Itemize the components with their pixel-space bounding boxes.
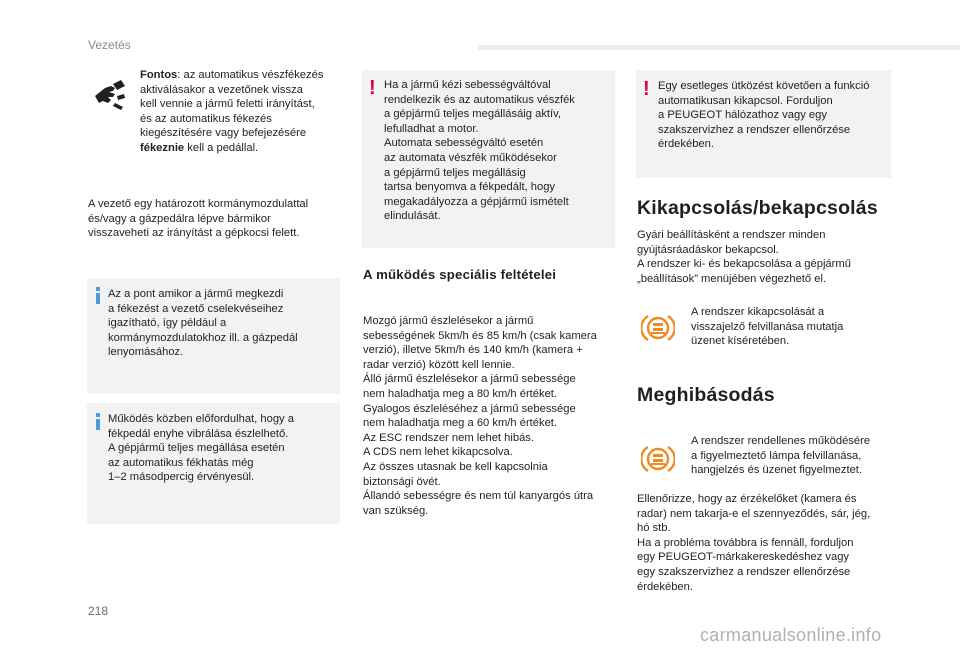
deactivation-indicator-text: A rendszer kikapcsolását a visszajelző felvillanása mutatja üzenet kíséretében. <box>691 306 844 348</box>
info-box-braking-point <box>87 278 340 394</box>
driver-override-paragraph: A vezető egy határozott kormánymozdulattal és/vagy a gázpedálra lépve bármikor visszaveheti az irányítást a gépkocsi felett. <box>88 198 309 240</box>
section-title: Vezetés <box>88 38 131 52</box>
important-note <box>140 68 340 156</box>
warning-icon: ! <box>369 77 376 99</box>
hand-pedal-icon <box>91 76 127 112</box>
special-conditions-heading: A működés speciális feltételei <box>363 267 557 282</box>
watermark: carmanualsonline.info <box>700 625 882 645</box>
info-text-vibration: Működés közben előfordulhat, hogy a fékpedál enyhe vibrálása észlelhető. A gépjármű teljes megállása esetén az automatikus fékhatás még 1–2 másodpercig érvényesül. <box>108 413 294 484</box>
active-safety-brake-warning-icon <box>641 311 675 345</box>
important-term: Fontos <box>140 69 178 81</box>
warning-text-manual-gearbox: Ha a jármű kézi sebességváltóval rendelkezik és az automatikus vészfék a gépjármű teljes megállásáig aktív, lefulladhat a motor. Automata sebességváltó esetén az automata vészfék működésekor a gépjármű teljes megállásig tartsa benyomva a fékpedált, hogy megakadályozza a gépjármű ismételt elindulását. <box>384 79 575 223</box>
warning-icon: ! <box>643 78 650 100</box>
deactivation-heading: Kikapcsolás/bekapcsolás <box>637 197 878 219</box>
warning-text-collision: Egy esetleges ütközést követően a funkció automatikusan kikapcsol. Forduljon a PEUGEOT hálózathoz vagy egy szakszervizhez a rendszer ellenőrzése érdekében. <box>658 80 870 151</box>
important-tail: kell a pedállal. <box>184 141 259 154</box>
warning-box-collision <box>636 70 891 178</box>
deactivation-paragraph: Gyári beállításként a rendszer minden gyújtásráadáskor bekapcsol. A rendszer ki- és bekapcsolása a gépjármű „beállítások” menüjében végezhető el. <box>637 229 851 285</box>
info-text-braking-point: Az a pont amikor a jármű megkezdi a fékezést a vezető cselekvéseihez igazítható, így például a kormánymozdulatokhoz ill. a gázpedál lenyomásához. <box>108 288 298 359</box>
important-text: : az automatikus vészfékezés aktiválásakor a vezetőnek vissza kell vennie a jármű feletti irányítást, és az automatikus fékezés kiegészítésére vagy befejezésére <box>140 69 324 140</box>
malfunction-paragraph: Ellenőrizze, hogy az érzékelőket (kamera és radar) nem takarja-e el szennyeződés, sár, jég, hó stb. Ha a probléma továbbra is fennáll, forduljon egy PEUGEOT-márkakereskedéshez vagy egy szakszervizhez a rendszer ellenőrzése érdekében. <box>637 493 871 593</box>
active-safety-brake-warning-icon <box>641 442 675 476</box>
info-icon <box>96 287 100 304</box>
special-conditions-paragraph: Mozgó jármű észlelésekor a jármű sebességének 5km/h és 85 km/h (csak kamera verzió), illetve 5km/h és 140 km/h (kamera + radar verzió) között kell lennie. Álló jármű észlelésekor a jármű sebessége nem haladhatja meg a 80 km/h értéket. Gyalogos észleléséhez a jármű sebessége nem haladhatja meg a 60 km/h értéket. Az ESC rendszer nem lehet hibás. A CDS nem lehet kikapcsolva. Az összes utasnak be kell kapcsolnia biztonsági övét. Állandó sebességre és nem túl kanyargós útra van szükség. <box>363 315 597 517</box>
header-bar <box>478 45 960 50</box>
page-number: 218 <box>88 604 109 618</box>
malfunction-indicator-text: A rendszer rendellenes működésére a figyelmeztető lámpa felvillanása, hangjelzés és üzenet figyelmeztet. <box>691 435 871 477</box>
info-icon <box>96 413 100 430</box>
warning-box-manual-gearbox <box>362 70 615 248</box>
malfunction-heading: Meghibásodás <box>637 384 775 406</box>
important-term-brake: fékeznie <box>140 141 185 154</box>
info-box-vibration <box>87 403 340 524</box>
